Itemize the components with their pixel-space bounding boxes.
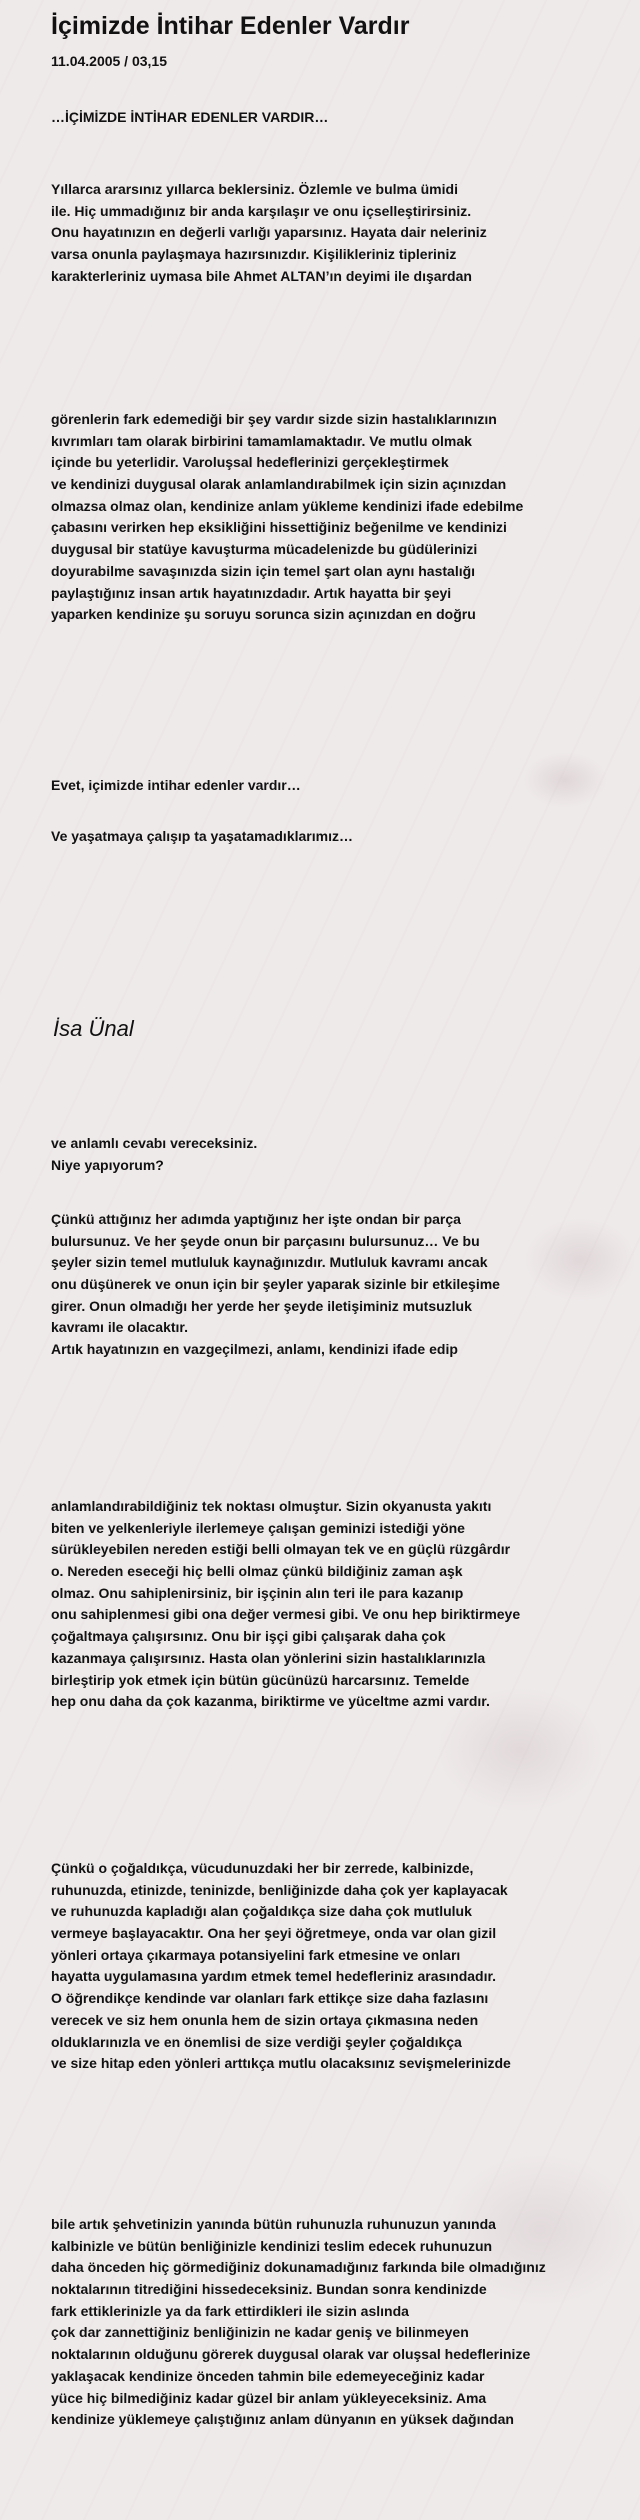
paragraph-3 (51, 775, 636, 797)
text-line: yüce hiç bilmediğiniz kadar güzel bir anlam yükleyeceksiniz. Ama (51, 2389, 487, 2406)
text-line: ruhunuzda, etinizde, teninizde, benliğinizde daha çok yer kaplayacak (51, 1881, 508, 1898)
author-signature: İsa Ünal (53, 1016, 134, 1041)
text-line: paylaştığınız insan artık hayatınızdadır. Artık hayatta bir şeyi (51, 584, 452, 601)
paragraph-2 (51, 409, 636, 626)
text-line: ile. Hiç ummadığınız bir anda karşılaşır ve onu içselleştirirsiniz. (51, 202, 472, 219)
text-line: ve kendinizi duygusal olarak anlamlandırabilmek için sizin açınızdan (51, 476, 507, 493)
text-line: Çünkü attığınız her adımda yaptığınız her işte ondan bir parça (51, 1211, 461, 1227)
text-line: içinde bu yeterlidir. Varoluşsal hedeflerinizi gerçekleştirmek (51, 454, 449, 471)
text-line: duygusal bir statüye kavuşturma mücadelenizde bu güdülerinizi (51, 541, 478, 558)
text-line: Artık hayatınızın en vazgeçilmezi, anlamı, kendinizi ifade edip (51, 1341, 458, 1358)
text-line: bulursunuz. Ve her şeyde onun bir parçasını bulursunuz… Ve bu (51, 1232, 480, 1249)
text-line: kalbinizle ve bütün benliğinizle kendinizi teslim edecek ruhunuzun (51, 2237, 493, 2254)
text-line: olmazsa olmaz olan, kendinize anlam yükleme kendinizi ifade edebilme (51, 497, 524, 514)
text-line: olduklarınızla ve en önemlisi de size verdiği şeyler çoğaldıkça (51, 2033, 462, 2050)
text-line: onu sahiplenmesi gibi ona değer vermesi gibi. Ve onu hep biriktirmeye (51, 1606, 521, 1623)
text-line: ve ruhunuzda kapladığı alan çoğaldıkça size daha çok mutluluk (51, 1903, 472, 1920)
text-line: vermeye başlayacaktır. Ona her şeyi öğretmeye, onda var olan gizil (51, 1925, 497, 1942)
paragraph-7 (51, 1496, 636, 1713)
text-line: Niye yapıyorum? (51, 1156, 164, 1173)
text-line: yaparken kendinize şu soruyu sorunca sizin açınızdan en doğru (51, 606, 476, 623)
text-line: yaklaşacak kendinize önceden tahmin bile edemeyeceğiniz kadar (51, 2367, 485, 2384)
text-line: doyurabilme savaşınızda sizin için temel şart olan aynı hastalığı (51, 562, 476, 579)
text-line: Onu hayatınızın en değerli varlığı yaparsınız. Hayata dair neleriniz (51, 224, 487, 241)
text-line: şeyler sizin temel mutluluk kaynağınızdır. Mutluluk kavramı ancak (51, 1254, 488, 1271)
text-line: çoğaltmaya çalışırsınız. Onu bir işçi gibi çalışarak daha çok (51, 1628, 446, 1645)
text-line: hep onu daha da çok kazanma, biriktirme ve yüceltme azmi vardır. (51, 1693, 490, 1710)
text-line: noktalarının olduğunu görerek duygusal olarak var oluşsal hedeflerinize (51, 2346, 531, 2363)
paragraph-1 (51, 179, 636, 287)
text-line: çabasını verirken hep eksikliğini hissettiğiniz beğenilme ve kendinizi (51, 519, 507, 536)
text-line: Yıllarca ararsınız yıllarca beklersiniz. Özlemle ve bulma ümidi (51, 181, 458, 197)
text-line: o. Nereden eseceği hiç belli olmaz çünkü bildiğiniz zaman aşk (51, 1563, 463, 1580)
text-line: karakterleriniz uymasa bile Ahmet ALTAN’ın deyimi ile dışardan (51, 267, 472, 284)
text-line: kavramı ile olacaktır. (51, 1319, 188, 1336)
text-line: varsa onunla paylaşmaya hazırsınızdır. Kişilikleriniz tipleriniz (51, 246, 457, 263)
text-line: kıvrımları tam olarak birbirini tamamlamaktadır. Ve mutlu olmak (51, 432, 472, 449)
article-title: İçimizde İntihar Edenler Vardır (51, 12, 410, 40)
text-line: çok dar zannettiğiniz benliğinizin ne kadar geniş ve bilinmeyen (51, 2324, 469, 2341)
text-line: fark ettiklerinizle ya da fark ettirdikleri ile sizin aslında (51, 2302, 409, 2319)
text-line: onu düşünerek ve onun için bir şeyler yaparak sizinle bir etkileşime (51, 1276, 500, 1293)
text-line: olmaz. Onu sahiplenirsiniz, bir işçinin alın teri ile para kazanıp (51, 1584, 464, 1601)
paragraph-6 (51, 1209, 636, 1361)
text-line: Evet, içimizde intihar edenler vardır… (51, 777, 301, 793)
text-line: Ve yaşatmaya çalışıp ta yaşatamadıklarımız… (51, 828, 353, 844)
text-line: görenlerin fark edemediği bir şey vardır sizde sizin hastalıklarınızın (51, 411, 497, 427)
text-line: anlamlandırabildiğiniz tek noktası olmuştur. Sizin okyanusta yakıtı (51, 1498, 492, 1514)
text-line: noktalarının titrediğini hissedeceksiniz. Bundan sonra kendinizde (51, 2281, 487, 2298)
text-line: kazanmaya çalışırsınız. Hasta olan yönlerini sizin hastalıklarınızla (51, 1649, 486, 1666)
text-line: bile artık şehvetinizin yanında bütün ruhunuzla ruhunuzun yanında (51, 2216, 496, 2232)
text-line: daha önceden hiç görmediğiniz dokunamadığınız farkında bile olmadığınız (51, 2259, 546, 2276)
paragraph-4 (51, 826, 636, 848)
paragraph-8 (51, 1858, 636, 2075)
text-line: verecek ve siz hem onunla hem de sizin ortaya çıkmasına neden (51, 2011, 479, 2028)
text-line: O öğrendikçe kendinde var olanları fark ettikçe size daha fazlasını (51, 1990, 489, 2007)
text-line: Çünkü o çoğaldıkça, vücudunuzdaki her bir zerrede, kalbinizde, (51, 1860, 474, 1876)
text-line: birleştirip yok etmek için bütün gücünüzü harcarsınız. Temelde (51, 1671, 470, 1688)
text-line: ve anlamlı cevabı vereceksiniz. (51, 1135, 258, 1151)
paragraph-5 (51, 1133, 636, 1176)
text-line: hayatta uygulamasına yardım etmek temel hedefleriniz arasındadır. (51, 1968, 497, 1985)
text-line: ve size hitap eden yönleri arttıkça mutlu olacaksınız sevişmelerinizde (51, 2055, 511, 2072)
paragraph-9 (51, 2214, 636, 2431)
text-line: kendinize yüklemeye çalıştığınız anlam dünyanın en yüksek dağından (51, 2411, 514, 2428)
text-line: sürükleyebilen nereden estiği belli olmayan tek ve en güçlü rüzgârdır (51, 1541, 511, 1558)
article-date: 11.04.2005 / 03,15 (51, 53, 167, 69)
text-line: yönleri ortaya çıkarmaya potansiyelini fark etmesine ve onları (51, 1946, 461, 1963)
article-heading (51, 107, 636, 129)
heading-line: …İÇİMİZDE İNTİHAR EDENLER VARDIR… (51, 109, 329, 125)
text-line: biten ve yelkenleriyle ilerlemeye çalışan geminizi istediği yöne (51, 1519, 465, 1536)
text-line: girer. Onun olmadığı her yerde her şeyde iletişiminiz mutsuzluk (51, 1297, 472, 1314)
